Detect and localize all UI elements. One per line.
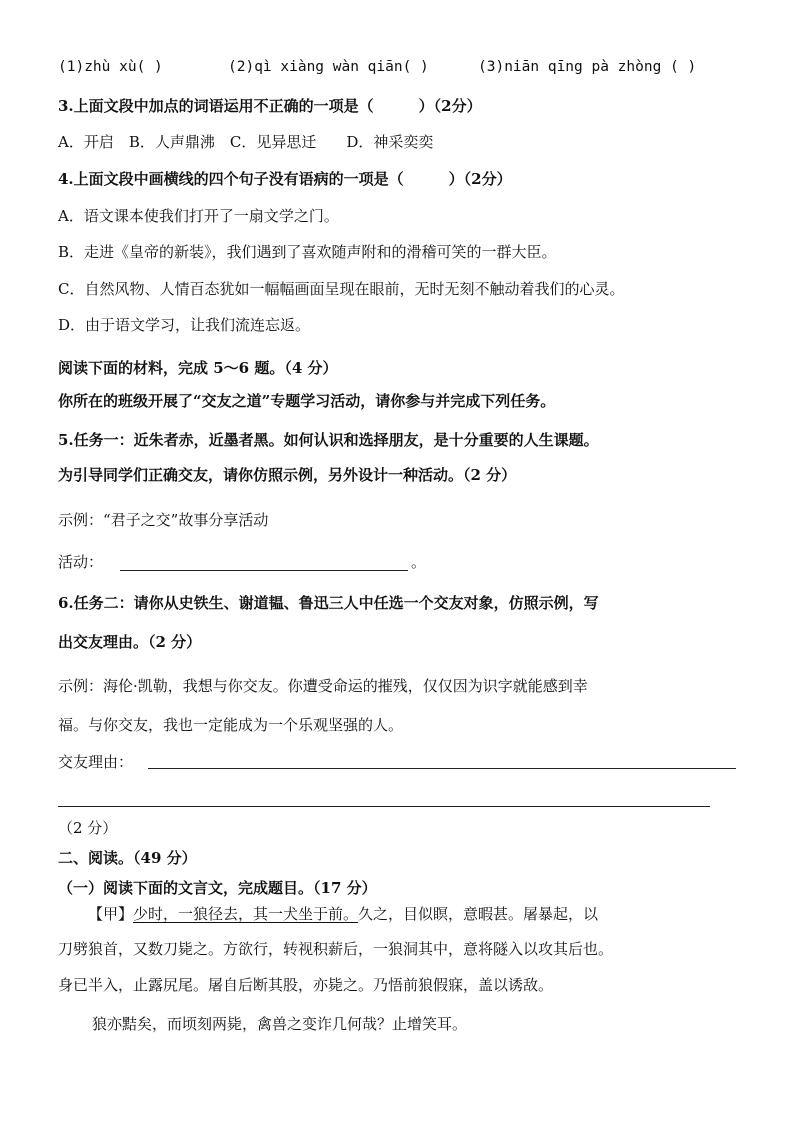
passage-line-2: 刀劈狼首，又数刀毙之。方欲行，转视积薪后，一狼洞其中，意将隧入以攻其后也。 <box>58 940 614 958</box>
passage-line-4: 狼亦黠矣，而顷刻两毙，禽兽之变诈几何哉？止增笑耳。 <box>92 1015 468 1033</box>
question-6-score: （2 分） <box>58 819 118 837</box>
question-6-line-1: 6.任务二：请你从史铁生、谢道韫、鲁迅三人中任选一个交友对象，仿照示例，写 <box>58 594 599 612</box>
question-4-option-d: D．由于语文学习，让我们流连忘返。 <box>58 316 311 334</box>
question-4-option-a: A．语文课本使我们打开了一扇文学之门。 <box>58 207 339 225</box>
passage-label: 【甲】 <box>88 905 134 923</box>
question-5-line-2: 为引导同学们正确交友，请你仿照示例，另外设计一种活动。（2 分） <box>58 466 517 484</box>
question-5-example: 示例：“君子之交”故事分享活动 <box>58 511 269 529</box>
pinyin-row <box>58 59 758 81</box>
question-6-answer-blank-1[interactable] <box>148 768 736 769</box>
question-6-answer-blank-2[interactable] <box>58 806 710 807</box>
question-5-answer-blank[interactable] <box>120 570 408 571</box>
question-4-option-b: B．走进《皇帝的新装》，我们遇到了喜欢随声附和的滑稽可笑的一群大臣。 <box>58 243 557 261</box>
passage-underlined-sentence: 少时，一狼径去，其一犬坐于前。 <box>133 905 359 923</box>
question-3-stem: 3.上面文段中加点的词语运用不正确的一项是（ ）（2分） <box>58 97 482 115</box>
question-5-answer-end: 。 <box>411 553 427 571</box>
question-6-line-2: 出交友理由。（2 分） <box>58 633 202 651</box>
question-4-stem: 4.上面文段中画横线的四个句子没有语病的一项是（ ）（2分） <box>58 170 512 188</box>
question-3-options: A．开启 B．人声鼎沸 C．见异思迁 D．神采奕奕 <box>58 133 434 151</box>
pinyin-item-3: (3)niān qīng pà zhòng ( ) <box>478 59 697 75</box>
section-2-part-1: （一）阅读下面的文言文，完成题目。（17 分） <box>58 879 377 897</box>
section-2-title: 二、阅读。（49 分） <box>58 849 197 867</box>
question-4-option-c: C．自然风物、人情百态犹如一幅幅画面呈现在眼前，无时无刻不触动着我们的心灵。 <box>58 280 625 298</box>
question-6-answer-label: 交友理由： <box>58 753 134 771</box>
question-6-example-line-1: 示例：海伦·凯勒，我想与你交友。你遭受命运的摧残，仅仅因为识字就能感到幸 <box>58 677 588 695</box>
material-context: 你所在的班级开展了“交友之道”专题学习活动，请你参与并完成下列任务。 <box>58 392 556 410</box>
question-5-answer-label: 活动： <box>58 553 104 571</box>
question-6-example-line-2: 福。与你交友，我也一定能成为一个乐观坚强的人。 <box>58 716 404 734</box>
pinyin-item-2: (2)qì xiàng wàn qiān( ) <box>228 59 429 75</box>
passage-line-1-rest: 久之，目似瞑，意暇甚。屠暴起，以 <box>358 905 599 923</box>
pinyin-item-1: (1)zhù xù( ) <box>58 59 163 75</box>
question-5-line-1: 5.任务一：近朱者赤，近墨者黑。如何认识和选择朋友，是十分重要的人生课题。 <box>58 431 599 449</box>
material-intro: 阅读下面的材料，完成 5～6 题。（4 分） <box>58 359 338 377</box>
passage-line-1 <box>88 904 598 924</box>
passage-line-3: 身已半入，止露尻尾。屠自后断其股，亦毙之。乃悟前狼假寐，盖以诱敌。 <box>58 976 554 994</box>
